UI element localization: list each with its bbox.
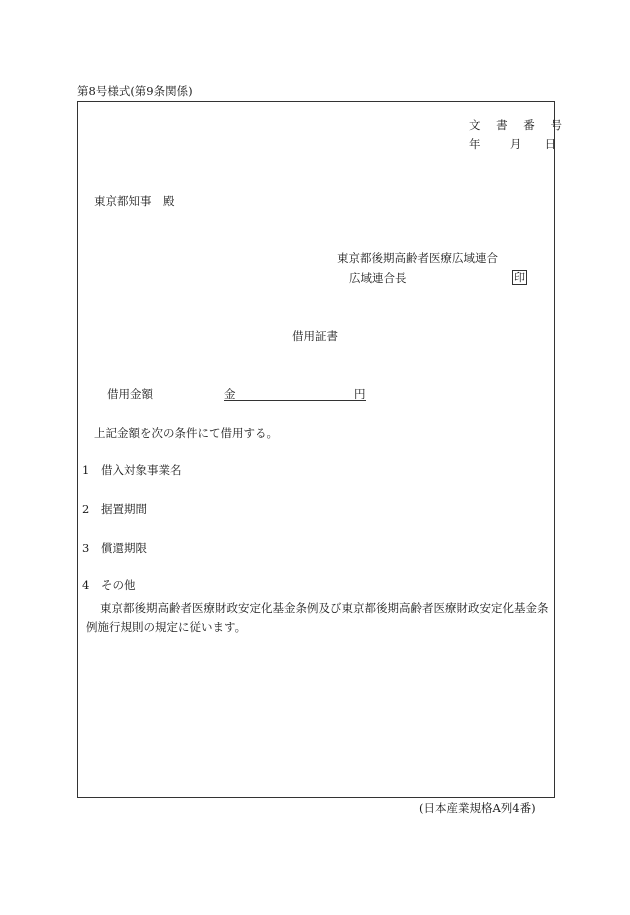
amount-underline xyxy=(224,400,366,401)
amount-suffix: 円 xyxy=(354,387,366,401)
date-day: 日 xyxy=(544,137,557,151)
issuer-organization: 東京都後期高齢者医療広域連合 xyxy=(337,251,498,265)
date-line xyxy=(469,139,556,151)
form-number: 第8号様式(第9条関係) xyxy=(77,84,193,98)
item-1-label: 借入対象事業名 xyxy=(101,463,182,477)
statement-text: 上記金額を次の条件にて借用する。 xyxy=(94,426,278,440)
amount-label: 借用金額 xyxy=(107,387,153,401)
document-number-label: 文 書 番 号 xyxy=(469,118,568,132)
item-3-number: 3 xyxy=(82,541,90,555)
footer-paper-size-note: (日本産業規格A列4番) xyxy=(419,801,536,815)
other-conditions-text: 東京都後期高齢者医療財政安定化基金条例及び東京都後期高齢者医療財政安定化基金条例施行規則の規定に従います。 xyxy=(86,601,549,634)
date-month: 月 xyxy=(509,137,522,151)
addressee: 東京都知事 殿 xyxy=(94,194,175,208)
item-2-number: 2 xyxy=(82,502,90,516)
item-1-number: 1 xyxy=(82,463,90,477)
amount-prefix: 金 xyxy=(224,387,236,401)
item-2-label: 据置期間 xyxy=(101,502,147,516)
document-title: 借用証書 xyxy=(292,329,338,343)
date-year: 年 xyxy=(469,137,481,151)
item-3-label: 償還期限 xyxy=(101,541,147,555)
issuer-title: 広域連合長 xyxy=(349,271,407,285)
item-4-number: 4 xyxy=(82,578,90,592)
item-4-label: その他 xyxy=(101,578,136,592)
seal-mark: 印 xyxy=(514,271,525,284)
